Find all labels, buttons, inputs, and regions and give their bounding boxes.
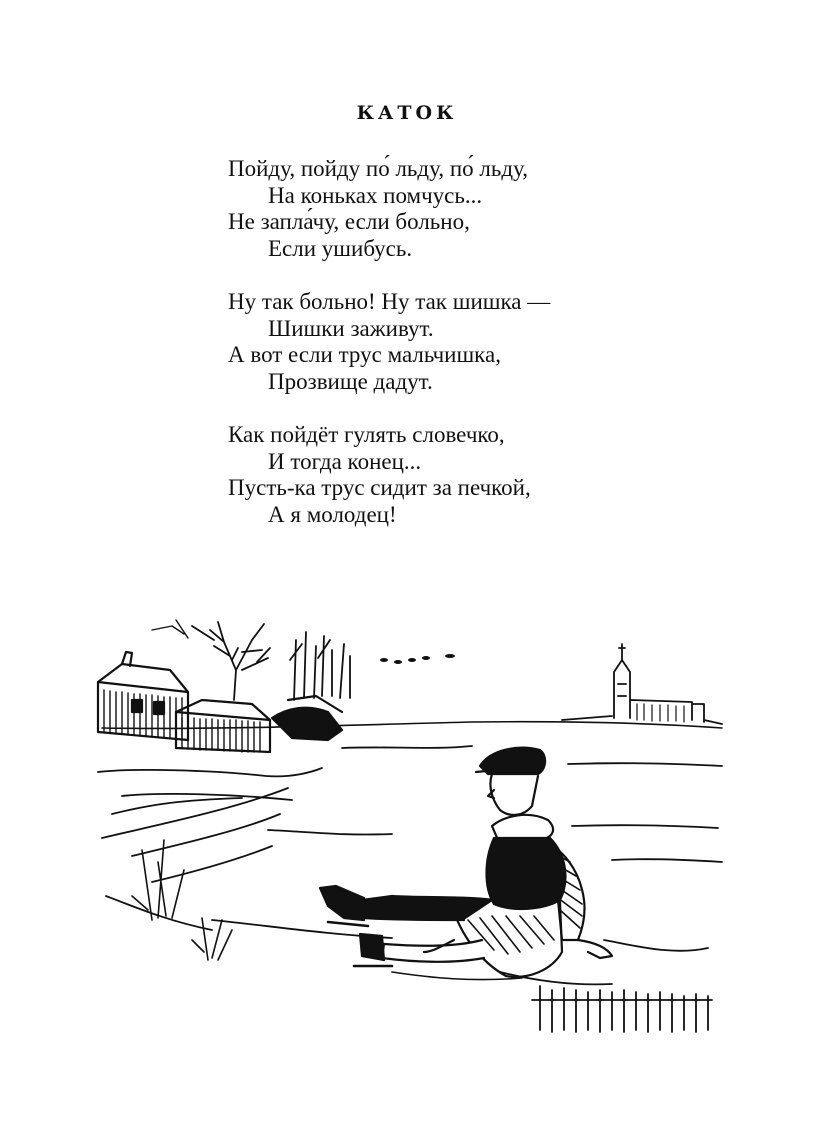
poem-line: А я молодец! [268,501,397,527]
poem-line: На коньках помчусь... [268,182,483,208]
bare-trees [152,620,350,700]
reeds-left [132,840,232,960]
poem-line: Если ушибусь. [268,235,413,261]
stanza-3 [228,422,708,528]
stanza-2 [228,289,708,395]
poem-line: Пойду, пойду по́ льду, по́ льду, [228,156,528,181]
poem-line: И тогда конец... [268,448,422,474]
poem-line: Ну так больно! Ну так шишка — [228,289,551,314]
poem-title: КАТОК [356,102,458,124]
fence-posts [532,986,712,1032]
poem-line: Прозвище дадут. [268,368,433,394]
poem-line: Не запла́чу, если больно, [228,209,470,234]
birds-flock [380,654,455,664]
horizon-line [102,722,722,729]
distant-church [562,644,722,724]
poem-line: Шишки заживут. [268,315,434,341]
poem-line: Как пойдёт гулять словечко, [228,422,505,447]
poem-body [228,156,708,555]
poem-line: Пусть-ка трус сидит за печкой, [228,475,531,500]
poem-line: А вот если трус мальчишка, [228,342,501,367]
stanza-1 [228,156,708,262]
skating-rink-illustration [92,600,728,1045]
fallen-boy-figure [320,748,612,977]
